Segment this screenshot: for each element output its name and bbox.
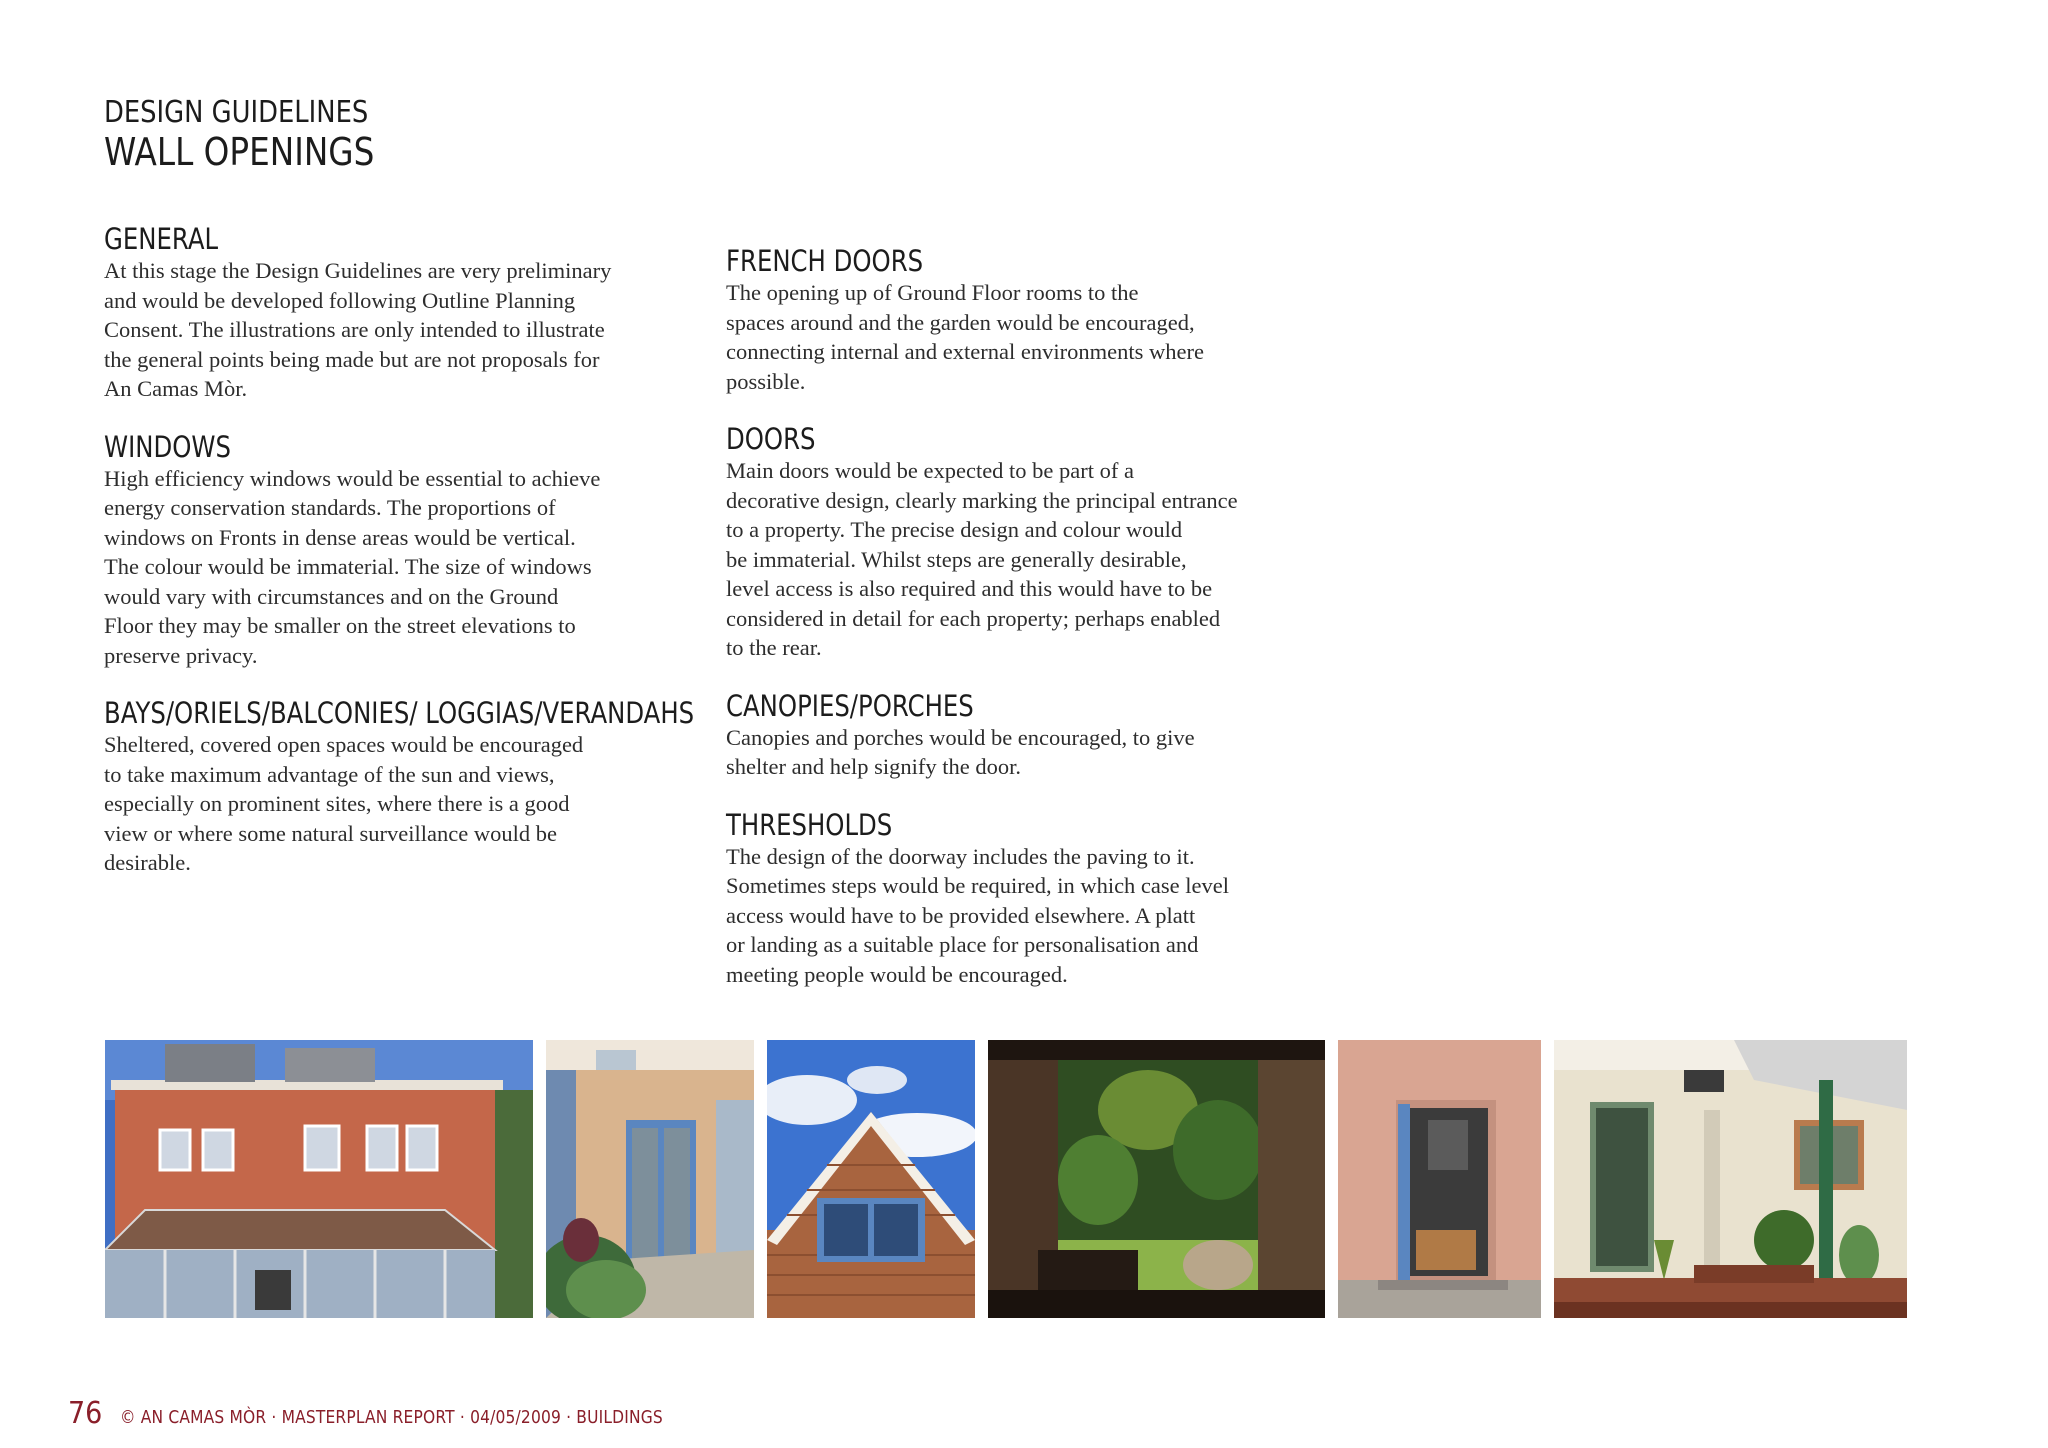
gable-illustration — [767, 1040, 975, 1318]
brick-house-illustration — [105, 1040, 533, 1318]
photo-french-doors-courtyard — [546, 1040, 754, 1318]
page-footer — [68, 1396, 751, 1431]
door-illustration — [1338, 1040, 1541, 1318]
photo-canopy-porch — [1554, 1040, 1907, 1318]
section-body: Sheltered, covered open spaces would be encouraged to take maximum advantage of the sun and views, especially on prominent sites, where there is a good view or where some natural surveillance would be desirable. — [104, 732, 584, 875]
section-body: Canopies and porches would be encouraged, to give shelter and help signify the door. — [726, 724, 1195, 779]
section-general — [104, 222, 664, 404]
section-heading: THRESHOLDS — [726, 807, 893, 842]
photo-pink-wall-blue-door — [1338, 1040, 1541, 1318]
section-heading: WINDOWS — [104, 429, 231, 464]
photo-timber-gable-window — [767, 1040, 975, 1318]
photo-interior-garden-view — [988, 1040, 1325, 1318]
page-header — [104, 96, 418, 174]
section-body: The design of the doorway includes the paving to it. Sometimes steps would be required, in which case level access would have to be provided elsewhere. A platt or landing as a suitable place for personalisation and meeting people would be encouraged. — [726, 843, 1229, 987]
section-doors — [726, 422, 1286, 663]
section-canopies — [726, 689, 1286, 782]
section-french-doors — [726, 244, 1286, 396]
section-windows — [104, 430, 664, 671]
section-body: The opening up of Ground Floor rooms to the spaces around and the garden would be encouraged, connecting internal and external environments where possible. — [726, 280, 1204, 394]
left-column — [104, 222, 695, 904]
section-heading: GENERAL — [104, 222, 219, 256]
porch-illustration — [1554, 1040, 1907, 1318]
photo-strip — [0, 1040, 2048, 1318]
section-heading: BAYS/ORIELS/BALCONIES/ LOGGIAS/VERANDAHS — [104, 696, 695, 730]
section-thresholds — [726, 808, 1286, 990]
section-heading: CANOPIES/PORCHES — [726, 688, 974, 723]
section-body: Main doors would be expected to be part of a decorative design, clearly marking the principal entrance to a property. The precise design and colour would be immaterial. Whilst steps are generally desirable, level access is also required and this would have to be considered in detail for each property; perhaps enabled to the rear. — [726, 458, 1238, 660]
courtyard-illustration — [546, 1040, 754, 1318]
section-body: High efficiency windows would be essential to achieve energy conservation standards. The proportions of windows on Fronts in dense areas would be vertical. The colour would be immaterial. The size of windows would vary with circumstances and on the Ground Floor they may be smaller on the street elevations to preserve privacy. — [104, 465, 601, 668]
section-heading: DOORS — [726, 422, 816, 456]
photo-brick-house-conservatory — [105, 1040, 533, 1318]
section-bays — [104, 696, 695, 878]
section-body: At this stage the Design Guidelines are very preliminary and would be developed following Outline Planning Consent. The illustrations are only intended to illustrate the general points being made but are not proposals for An Camas Mòr. — [104, 258, 612, 401]
right-column — [726, 244, 1286, 1015]
page-title: WALL OPENINGS — [104, 130, 375, 174]
footer-text: © AN CAMAS MÒR · MASTERPLAN REPORT · 04/05/2009 · BUILDINGS — [120, 1407, 664, 1428]
interior-illustration — [988, 1040, 1325, 1318]
section-kicker: DESIGN GUIDELINES — [104, 95, 369, 130]
section-heading: FRENCH DOORS — [726, 244, 924, 278]
page-number: 76 — [68, 1396, 103, 1431]
